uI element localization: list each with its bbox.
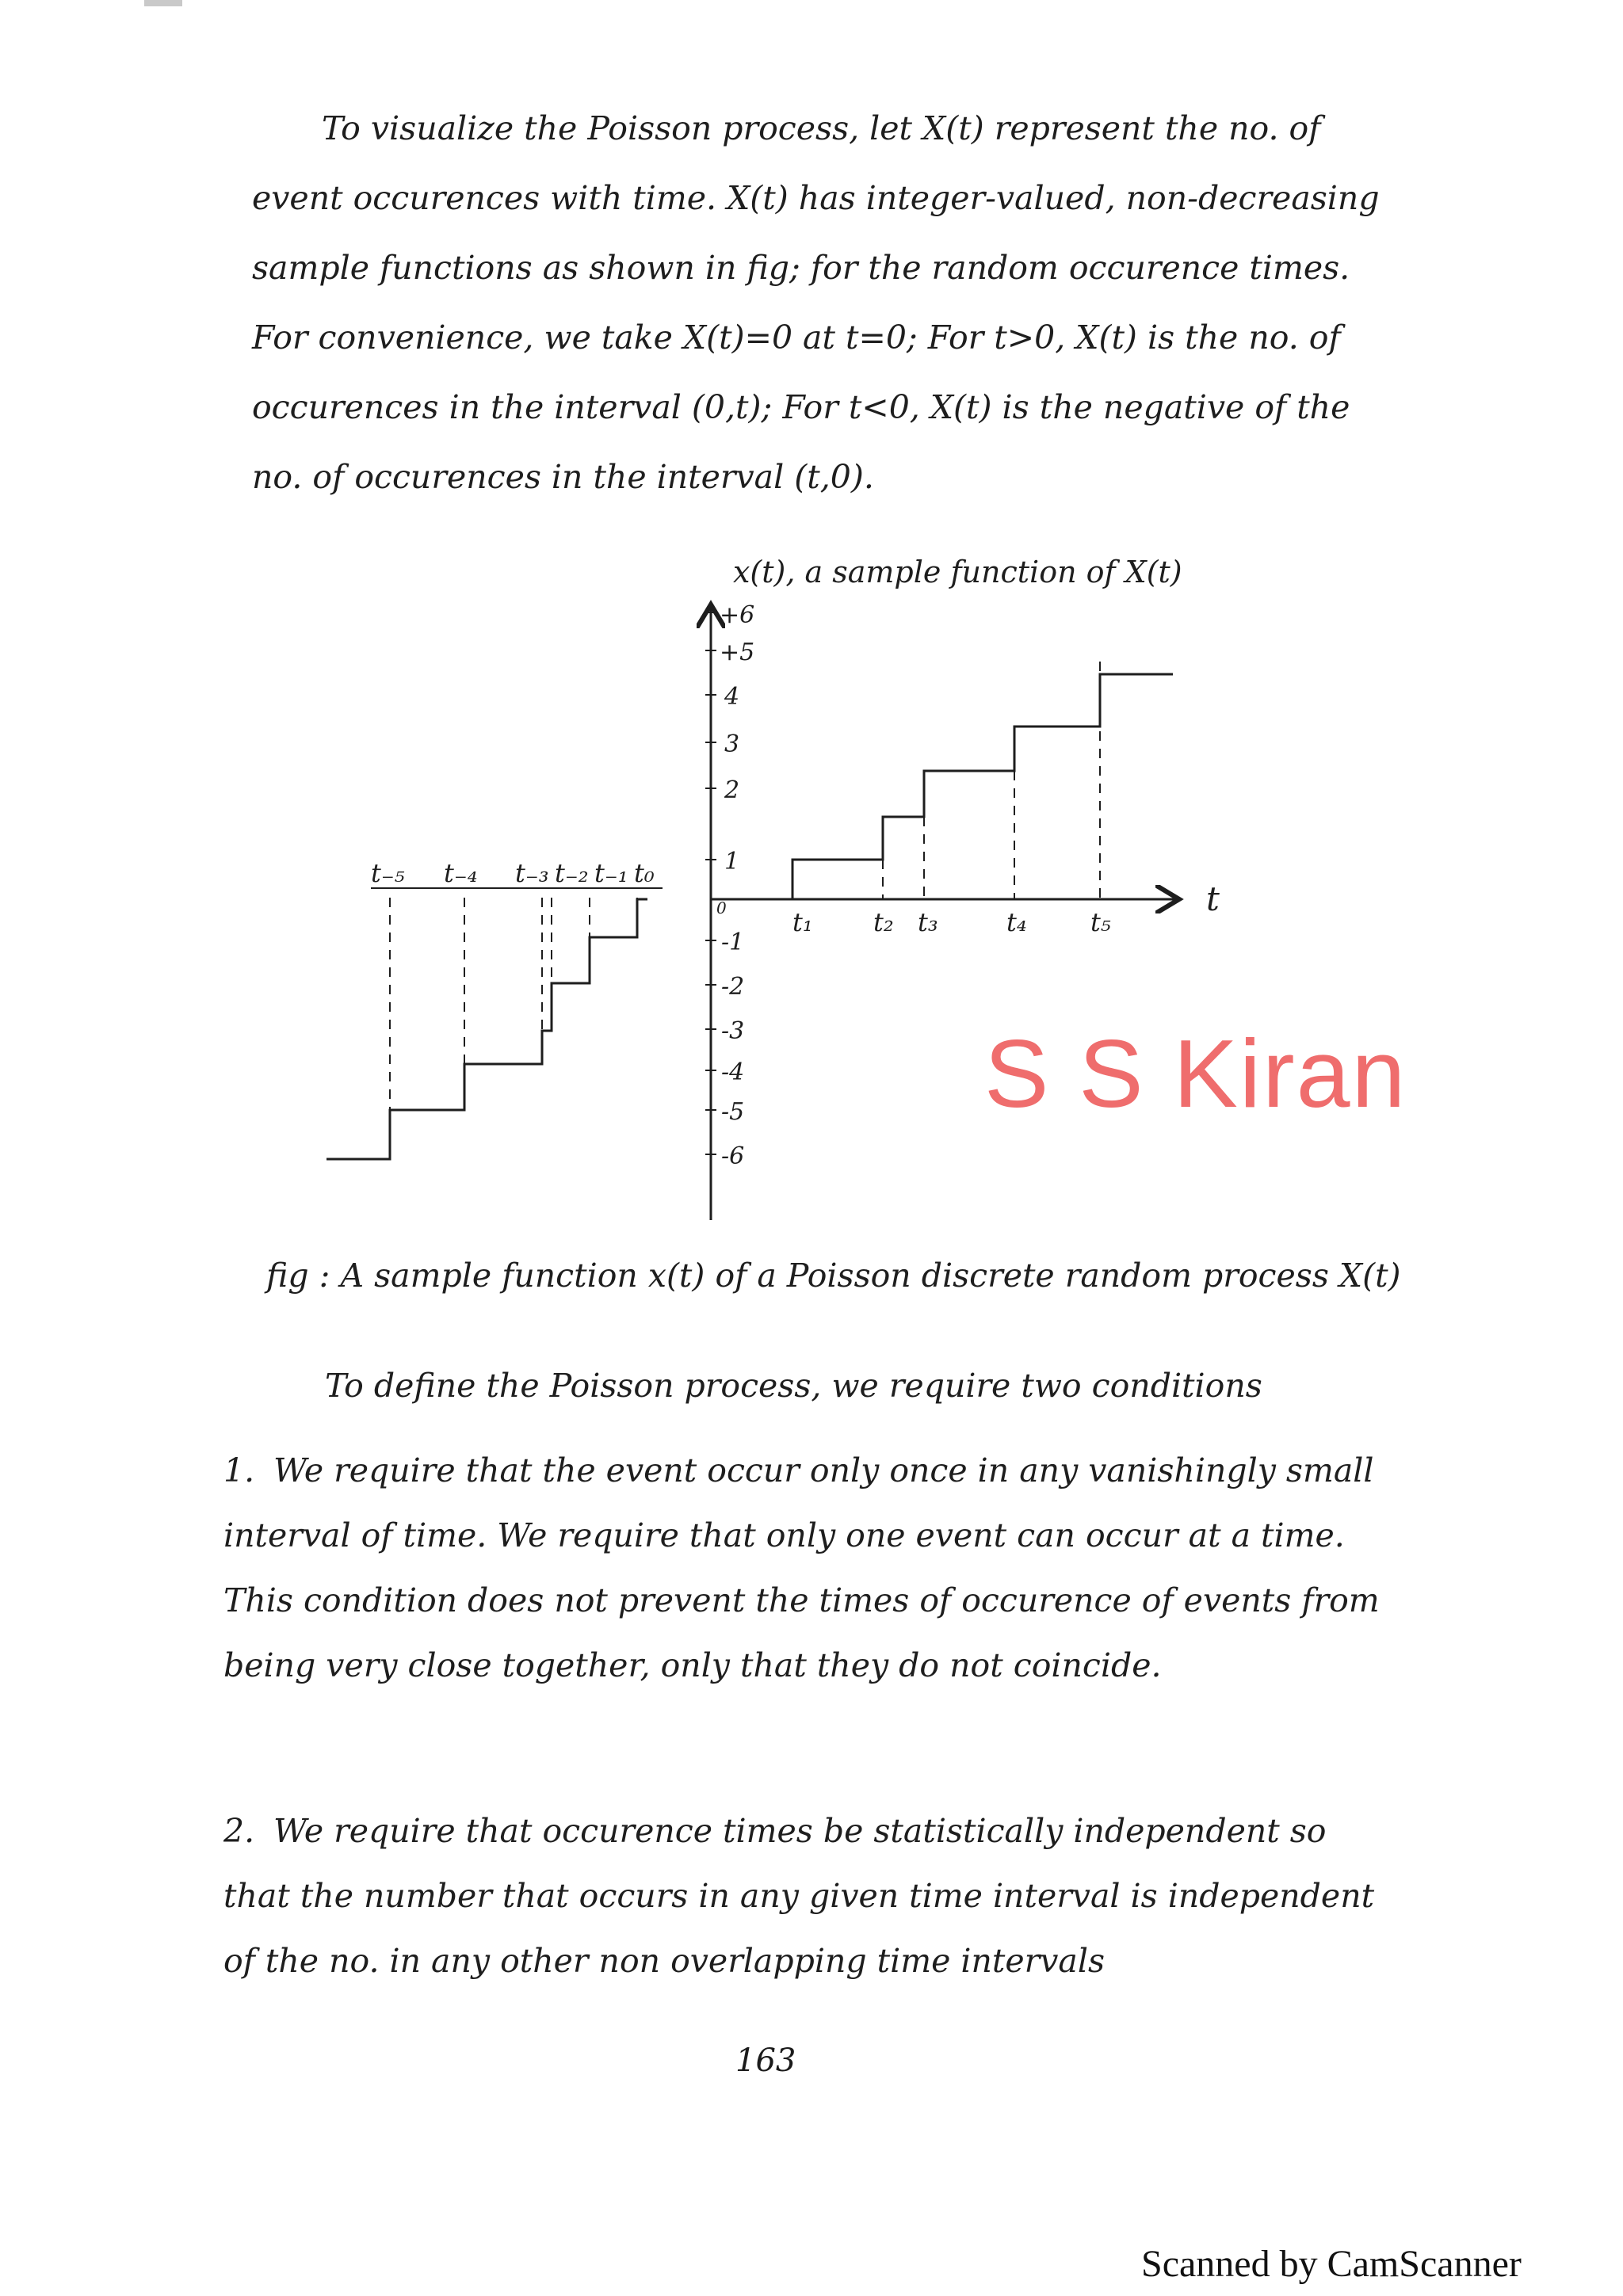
watermark: S S Kiran [984, 1020, 1407, 1127]
time-label-t1: t₁ [792, 907, 813, 937]
y-tick-label: 2 [724, 776, 740, 804]
positive-time-guides [883, 662, 1100, 899]
y-tick-label: -6 [721, 1142, 745, 1170]
intro-paragraph: To visualize the Poisson process, let X(t) represent the no. of event occurences with time. X(t) has integer-valued, non-decreasing sample functions as shown in fig; for the random occurence times. For convenience, we take X(t)=0 at t=0; For t>0, X(t) is the no. of occurences in the interval (0,t); For t<0, X(t) is the negative of the no. of occurences in the interval (t,0). [252, 109, 1380, 496]
time-label-t-5: t₋₅ [371, 858, 405, 888]
condition-2 [223, 1798, 1381, 1993]
scan-corner-mark [144, 0, 182, 6]
positive-time-staircase [792, 674, 1173, 899]
condition-number: 1. [223, 1451, 255, 1489]
time-label-t-1: t₋₁ [594, 858, 628, 888]
define-heading: To define the Poisson process, we require two conditions [325, 1367, 1262, 1405]
y-tick-label: +5 [720, 639, 755, 666]
figure-caption-text: A sample function x(t) of a Poisson discrete random process X(t) [340, 1257, 1401, 1295]
page-number: 163 [735, 2042, 796, 2079]
y-tick-labels [720, 601, 754, 1170]
negative-time-labels [371, 858, 655, 888]
y-tick-label: -4 [721, 1058, 745, 1086]
time-label-t-2: t₋₂ [555, 858, 589, 888]
origin-label: 0 [716, 898, 727, 917]
figure-caption [266, 1248, 1423, 1303]
y-tick-label: 1 [724, 848, 740, 875]
y-tick-label: -2 [721, 973, 745, 1001]
y-tick-label: -5 [721, 1098, 745, 1126]
time-label-t4: t₄ [1006, 907, 1027, 937]
time-label-t3: t₃ [918, 907, 938, 937]
time-label-t-4: t₋₄ [444, 858, 478, 888]
y-tick-label: 3 [724, 730, 740, 758]
y-tick-label: 4 [724, 683, 740, 711]
scanner-footer: Scanned by CamScanner [1141, 2243, 1522, 2285]
y-tick-label: -1 [721, 929, 745, 956]
x-axis-label: t [1206, 879, 1220, 918]
y-tick-label: +6 [720, 601, 755, 629]
figure-caption-prefix: fig : [266, 1257, 330, 1295]
condition-text: We require that occurence times be statistically independent so that the number that occurs in any given time interval is independent of the no. in any other non overlapping time intervals [223, 1812, 1375, 1980]
negative-time-staircase [327, 899, 647, 1159]
figure-title: x(t), a sample function of X(t) [733, 555, 1182, 589]
time-label-t0: t₀ [634, 858, 655, 888]
positive-time-labels [792, 907, 1111, 937]
time-label-t-3: t₋₃ [515, 858, 549, 888]
condition-number: 2. [223, 1812, 255, 1850]
time-label-t2: t₂ [873, 907, 894, 937]
time-label-t5: t₅ [1090, 907, 1111, 937]
condition-text: We require that the event occur only once in any vanishingly small interval of time. We require that only one event can occur at a time. This condition does not prevent the times of occurence of events from being very close together, only that they do not coincide. [223, 1451, 1380, 1684]
y-tick-label: -3 [721, 1017, 745, 1045]
condition-1 [223, 1438, 1381, 1698]
